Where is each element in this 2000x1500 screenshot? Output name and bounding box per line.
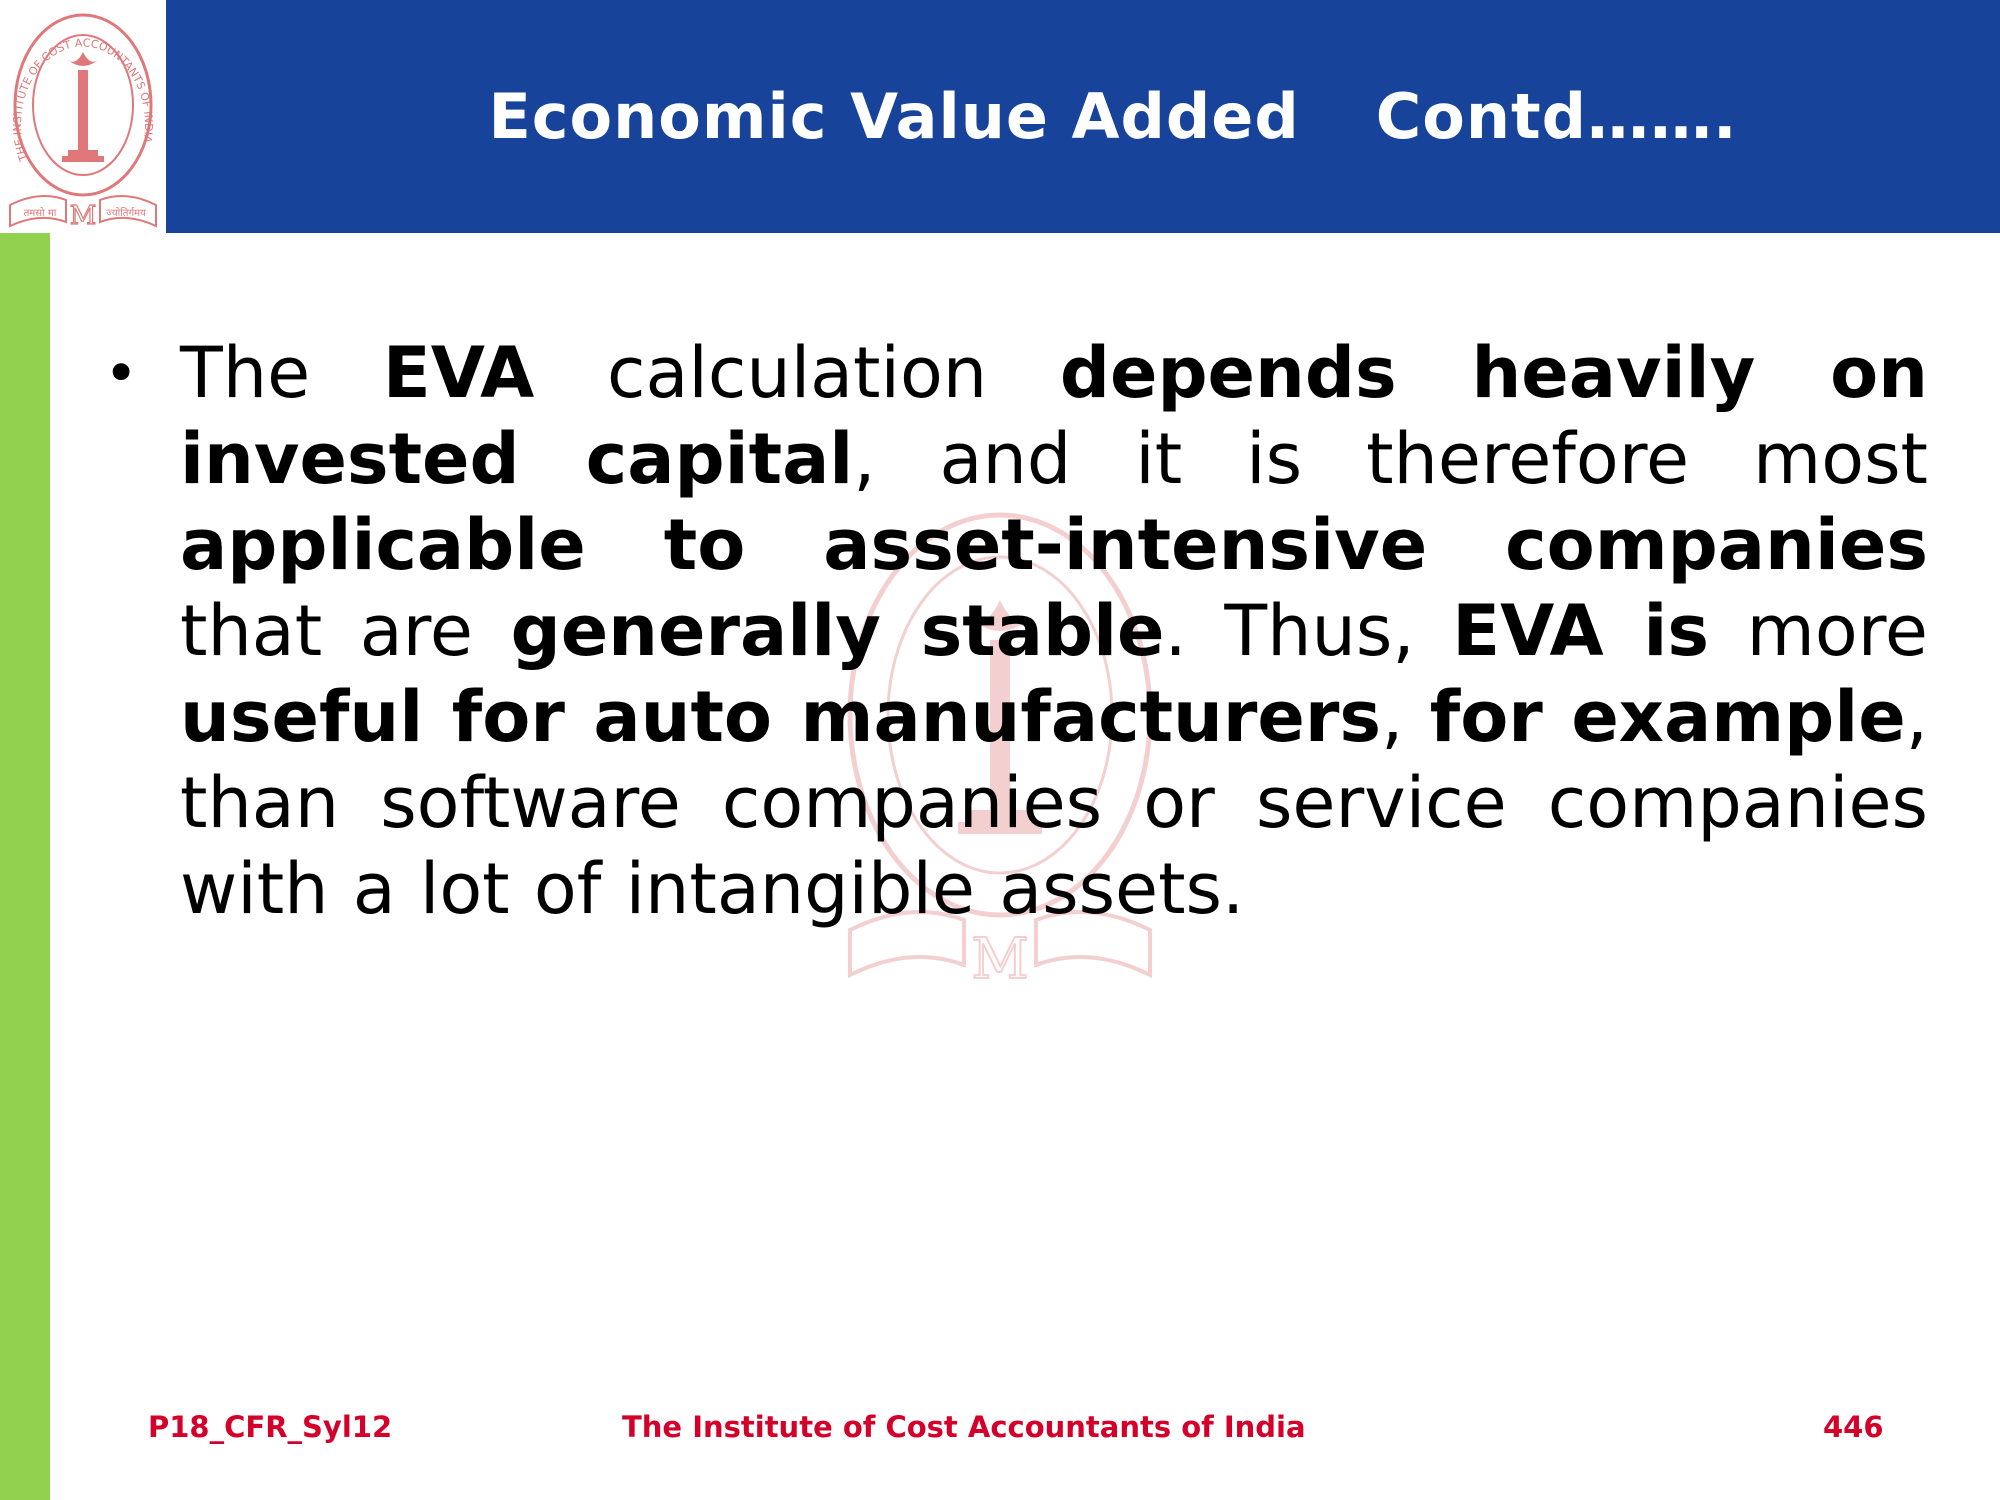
text-run: that are <box>180 590 511 672</box>
bullet-item <box>100 330 1928 932</box>
bold-phrase: useful for auto manufacturers <box>180 676 1382 758</box>
logo-ring-text: THE INSTITUTE OF COST ACCOUNTANTS OF INDIA <box>10 36 156 163</box>
logo-motto-left: तमसो मा <box>23 208 57 219</box>
footer-course-code: P18_CFR_Syl12 <box>148 1410 393 1444</box>
text-run: more <box>1709 590 1929 672</box>
title-contd: Contd……. <box>1375 80 1738 153</box>
bold-phrase: EVA <box>382 332 535 414</box>
bold-phrase: EVA is <box>1452 590 1710 672</box>
bullet-paragraph <box>180 330 1928 932</box>
bold-phrase: for example <box>1429 676 1906 758</box>
slide-body <box>100 330 1928 932</box>
title-main: Economic Value Added <box>488 80 1300 153</box>
watermark-monogram: M <box>971 927 1029 992</box>
text-run: calculation <box>534 332 1060 414</box>
slide-title <box>166 0 2000 233</box>
text-run: , and it is therefore most <box>853 418 1928 500</box>
bold-phrase: generally stable <box>510 590 1165 672</box>
text-run: , <box>1381 676 1430 758</box>
text-run: . Thus, <box>1164 590 1453 672</box>
footer-page-number: 446 <box>1823 1410 1884 1444</box>
bold-phrase: depends heavily on invested capital <box>180 332 1928 500</box>
logo-motto-right: ज्योतिर्गमय <box>106 208 146 219</box>
logo-monogram: M <box>69 201 97 231</box>
bold-phrase: applicable to asset-intensive companies <box>180 504 1928 586</box>
footer-institute-name: The Institute of Cost Accountants of India <box>622 1410 1306 1444</box>
institute-logo-icon <box>0 0 166 233</box>
bullet-marker: • <box>104 339 139 407</box>
text-run: , than software companies or service companies with a lot of intangible assets. <box>180 676 1928 930</box>
green-side-bar <box>0 233 50 1500</box>
text-run: The <box>180 332 383 414</box>
